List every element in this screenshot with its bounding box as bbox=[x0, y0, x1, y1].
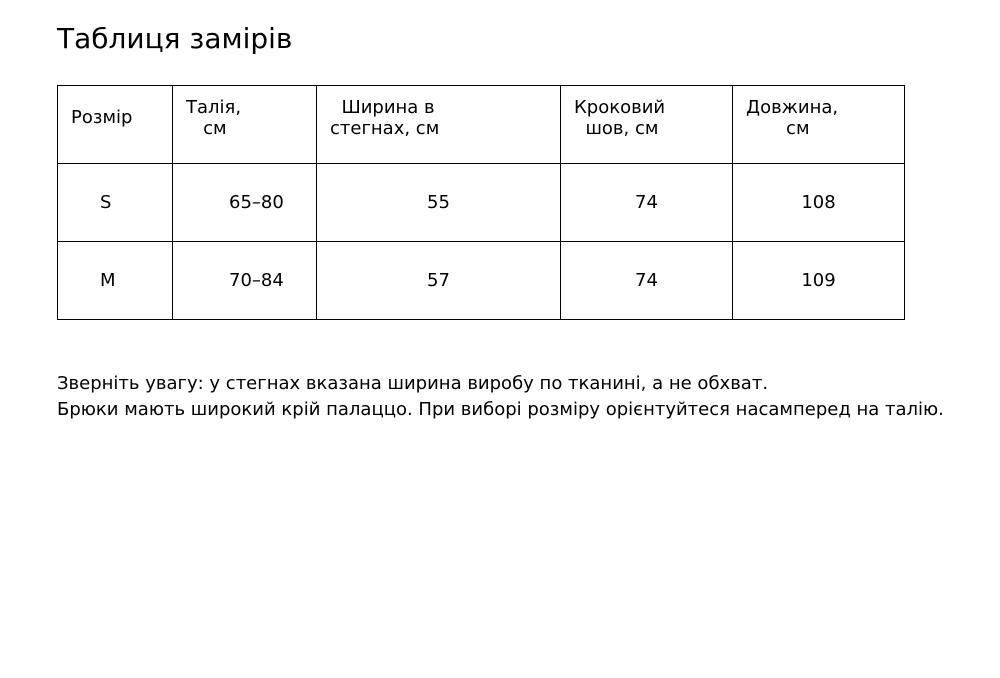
inseam-value: 74 bbox=[635, 270, 658, 291]
header-cell-hips bbox=[317, 86, 561, 164]
table-header-row bbox=[58, 86, 905, 164]
size-value: S bbox=[100, 192, 112, 213]
header-label-waist: Талія, см bbox=[186, 96, 242, 139]
cell-hips bbox=[317, 164, 561, 242]
header-cell-waist bbox=[173, 86, 317, 164]
note-hips-width: Зверніть увагу: у стегнах вказана ширина виробу по тканині, а не обхват. bbox=[57, 373, 769, 394]
inseam-value: 74 bbox=[635, 192, 658, 213]
cell-inseam bbox=[561, 242, 733, 320]
header-label-hips: Ширина в стегнах, см bbox=[330, 96, 440, 139]
hips-value: 57 bbox=[427, 270, 450, 291]
size-chart-table bbox=[57, 85, 905, 320]
table-row bbox=[58, 242, 905, 320]
waist-value: 70–84 bbox=[229, 270, 284, 291]
cell-waist bbox=[173, 242, 317, 320]
cell-waist bbox=[173, 164, 317, 242]
header-cell-length bbox=[733, 86, 905, 164]
cell-size bbox=[58, 242, 173, 320]
cell-hips bbox=[317, 242, 561, 320]
waist-value: 65–80 bbox=[229, 192, 284, 213]
cell-length bbox=[733, 242, 905, 320]
header-label-inseam: Кроковий шов, см bbox=[574, 96, 666, 139]
cell-size bbox=[58, 164, 173, 242]
notes-block bbox=[57, 371, 944, 423]
hips-value: 55 bbox=[427, 192, 450, 213]
table-row bbox=[58, 164, 905, 242]
size-value: M bbox=[100, 270, 116, 291]
header-cell-size bbox=[58, 86, 173, 164]
page-title: Таблиця замірів bbox=[57, 22, 293, 55]
header-cell-inseam bbox=[561, 86, 733, 164]
header-label-size: Розмір bbox=[71, 107, 133, 128]
header-label-length: Довжина, см bbox=[746, 96, 839, 139]
length-value: 108 bbox=[801, 192, 836, 213]
note-palazzo-fit: Брюки мають широкий крій палаццо. При виборі розміру орієнтуйтеся насамперед на талію. bbox=[57, 399, 944, 420]
length-value: 109 bbox=[801, 270, 836, 291]
cell-length bbox=[733, 164, 905, 242]
cell-inseam bbox=[561, 164, 733, 242]
